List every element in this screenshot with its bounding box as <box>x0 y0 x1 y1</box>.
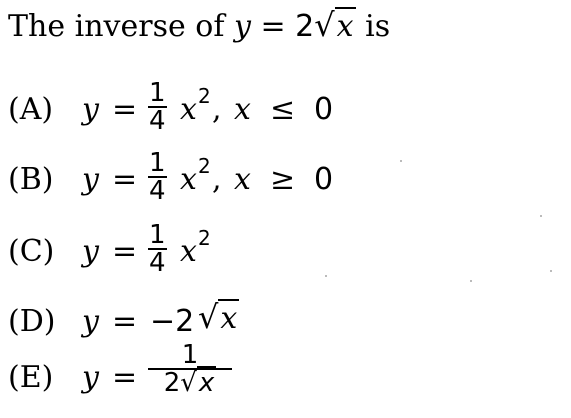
choice-fraction <box>148 80 167 134</box>
fraction-numerator: 1 <box>149 148 166 178</box>
choice-equals: = <box>112 162 138 197</box>
denominator-coefficient: 2 <box>163 368 181 398</box>
radical-icon: √ <box>314 6 335 44</box>
scan-speck <box>540 215 542 217</box>
scan-speck <box>400 160 402 162</box>
scan-speck <box>470 280 472 282</box>
choice-label: (C) <box>8 234 55 269</box>
choice-exponent: 2 <box>198 226 211 250</box>
choice-fraction <box>148 150 167 204</box>
choice-radicand: x <box>220 301 238 336</box>
choice-lhs: y <box>82 92 99 127</box>
choice-variable: x <box>180 162 197 197</box>
choice-equals: = <box>112 92 138 127</box>
choice-lhs: y <box>82 304 99 339</box>
choice-condition-var: x <box>234 92 251 127</box>
choice-lhs: y <box>82 234 99 269</box>
choice-exponent: 2 <box>198 84 211 108</box>
choice-equals: = <box>112 304 138 339</box>
choice-label: (B) <box>8 162 54 197</box>
choice-condition-op: ≥ <box>270 162 296 197</box>
denominator-radicand: x <box>198 368 215 398</box>
choice-comma: , <box>212 92 222 127</box>
choice-equals: = <box>112 234 138 269</box>
choice-condition-op: ≤ <box>270 92 296 127</box>
radical-icon: √ <box>180 368 197 398</box>
choice-variable: x <box>180 92 197 127</box>
question-equals: = <box>260 9 286 44</box>
choice-label: (E) <box>8 360 54 395</box>
scan-speck <box>550 270 552 272</box>
question-prefix: The inverse of <box>8 9 225 44</box>
fraction-denominator <box>148 370 232 396</box>
question-radicand: x <box>336 9 354 44</box>
choice-comma: , <box>212 162 222 197</box>
choice-equals: = <box>112 360 138 395</box>
choice-label: (A) <box>8 92 54 127</box>
question-y: y <box>233 9 251 44</box>
question-suffix: is <box>365 9 391 44</box>
choice-condition-val: 0 <box>314 162 334 197</box>
choice-fraction <box>148 342 232 396</box>
choice-lhs: y <box>82 360 99 395</box>
choice-coefficient: −2 <box>150 304 195 339</box>
question-coefficient: 2 <box>295 9 315 44</box>
choice-condition-val: 0 <box>314 92 334 127</box>
choice-exponent: 2 <box>198 154 211 178</box>
question-sqrt <box>314 6 355 44</box>
denominator-sqrt <box>180 370 216 396</box>
fraction-numerator: 1 <box>148 342 232 370</box>
choice-label: (D) <box>8 304 56 339</box>
choice-sqrt <box>198 298 239 336</box>
fraction-numerator: 1 <box>149 78 166 108</box>
radical-icon: √ <box>198 298 219 336</box>
fraction-denominator: 4 <box>149 248 166 278</box>
choice-lhs: y <box>82 162 99 197</box>
choice-d[interactable] <box>8 292 238 352</box>
choice-fraction <box>148 222 167 276</box>
choice-variable: x <box>180 234 197 269</box>
fraction-denominator: 4 <box>149 176 166 206</box>
scan-speck <box>325 275 327 277</box>
fraction-numerator: 1 <box>149 220 166 250</box>
question-stem <box>8 6 390 44</box>
choice-condition-var: x <box>234 162 251 197</box>
fraction-denominator: 4 <box>149 106 166 136</box>
